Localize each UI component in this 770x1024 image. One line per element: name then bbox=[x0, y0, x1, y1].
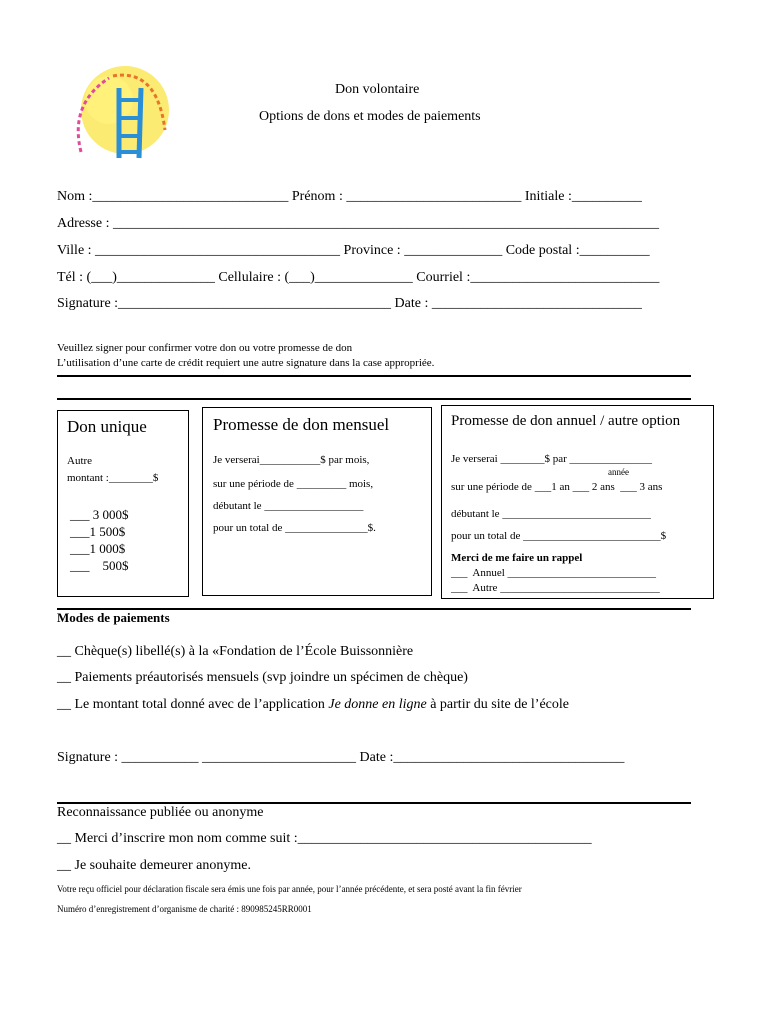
phone-email-row[interactable]: Tél : (___)______________ Cellulaire : (___)______________ Courriel :___________________________ bbox=[57, 270, 660, 285]
don-unique-box bbox=[57, 410, 189, 597]
rappel-label: Merci de me faire un rappel bbox=[451, 552, 583, 564]
don-mensuel-box bbox=[202, 407, 432, 596]
payment-signature-date-row[interactable]: Signature : ___________ ______________________ Date :_________________________________ bbox=[57, 750, 625, 765]
je-donne-en-ligne-label: Je donne en ligne bbox=[328, 697, 427, 712]
credit-card-note: L’utilisation d’une carte de crédit requiert une autre signature dans la case appropriée. bbox=[57, 357, 435, 369]
payment-option-online-text: __ Le montant total donné avec de l’application bbox=[57, 697, 329, 712]
payment-option-online[interactable] bbox=[57, 697, 569, 713]
payment-option-preauthorized[interactable]: __ Paiements préautorisés mensuels (svp joindre un spécimen de chèque) bbox=[57, 670, 468, 685]
don-annuel-box bbox=[441, 405, 714, 599]
annuel-start-field[interactable]: débutant le ___________________________ bbox=[451, 508, 651, 520]
annuel-amount-field[interactable]: Je verserai ________$ par _______________ bbox=[451, 453, 653, 465]
don-annuel-title: Promesse de don annuel / autre option bbox=[451, 413, 681, 429]
sign-instruction: Veuillez signer pour confirmer votre don ou votre promesse de don bbox=[57, 342, 353, 354]
annuel-total-field[interactable]: pour un total de _________________________$ bbox=[451, 530, 667, 542]
city-province-postal-row[interactable]: Ville : ___________________________________ Province : ______________ Code postal :__________ bbox=[57, 243, 650, 258]
annuel-duration-options[interactable]: sur une période de ___1 an ___ 2 ans ___ 3 ans bbox=[451, 481, 663, 493]
mensuel-duration-field[interactable]: sur une période de _________ mois, bbox=[213, 478, 374, 490]
amount-option-1500[interactable]: ___1 500$ bbox=[70, 524, 126, 539]
rappel-autre-field[interactable]: ___ Autre _____________________________ bbox=[451, 582, 660, 594]
rappel-annuel-field[interactable]: ___ Annuel ___________________________ bbox=[451, 567, 657, 579]
mensuel-amount-field[interactable]: Je verserai___________$ par mois, bbox=[213, 454, 370, 466]
don-unique-title: Don unique bbox=[67, 417, 147, 436]
amount-option-3000[interactable]: ___ 3 000$ bbox=[70, 507, 129, 522]
amount-option-500[interactable]: ___ 500$ bbox=[70, 558, 129, 573]
name-fields-row[interactable]: Nom :____________________________ Prénom : _________________________ Initiale :__________ bbox=[57, 189, 642, 204]
autre-label: Autre bbox=[67, 455, 93, 467]
form-subtitle: Options de dons et modes de paiements bbox=[259, 109, 481, 124]
divider bbox=[57, 802, 691, 804]
payment-option-cheque[interactable]: __ Chèque(s) libellé(s) à la «Fondation de l’École Buissonnière bbox=[57, 644, 414, 659]
amount-option-1000[interactable]: ___1 000$ bbox=[70, 541, 126, 556]
recognition-anonymous-option[interactable]: __ Je souhaite demeurer anonyme. bbox=[57, 858, 251, 873]
form-title: Don volontaire bbox=[335, 82, 420, 97]
tax-receipt-note: Votre reçu officiel pour déclaration fiscale sera émis une fois par année, pour l’année précédente, et sera posté avant la fin février bbox=[57, 884, 522, 894]
address-field[interactable]: Adresse : ______________________________________________________________________________ bbox=[57, 216, 659, 231]
don-mensuel-title: Promesse de don mensuel bbox=[213, 415, 390, 434]
mensuel-total-field[interactable]: pour un total de _______________$. bbox=[213, 522, 376, 534]
recognition-name-field[interactable]: __ Merci d’inscrire mon nom comme suit :__________________________________________ bbox=[57, 831, 592, 846]
annee-label: année bbox=[608, 467, 629, 477]
autre-montant-field[interactable]: montant :________$ bbox=[67, 472, 159, 484]
signature-date-row[interactable]: Signature :_______________________________________ Date : ______________________________ bbox=[57, 296, 642, 311]
recognition-title: Reconnaissance publiée ou anonyme bbox=[57, 805, 264, 820]
divider bbox=[57, 375, 691, 377]
mensuel-start-field[interactable]: débutant le __________________ bbox=[213, 500, 364, 512]
payment-modes-title: Modes de paiements bbox=[57, 610, 170, 625]
foundation-logo bbox=[61, 60, 181, 164]
divider bbox=[57, 398, 691, 400]
charity-registration-number: Numéro d’enregistrement d’organisme de charité : 890985245RR0001 bbox=[57, 904, 312, 914]
payment-option-online-suffix: à partir du site de l’école bbox=[426, 697, 569, 712]
